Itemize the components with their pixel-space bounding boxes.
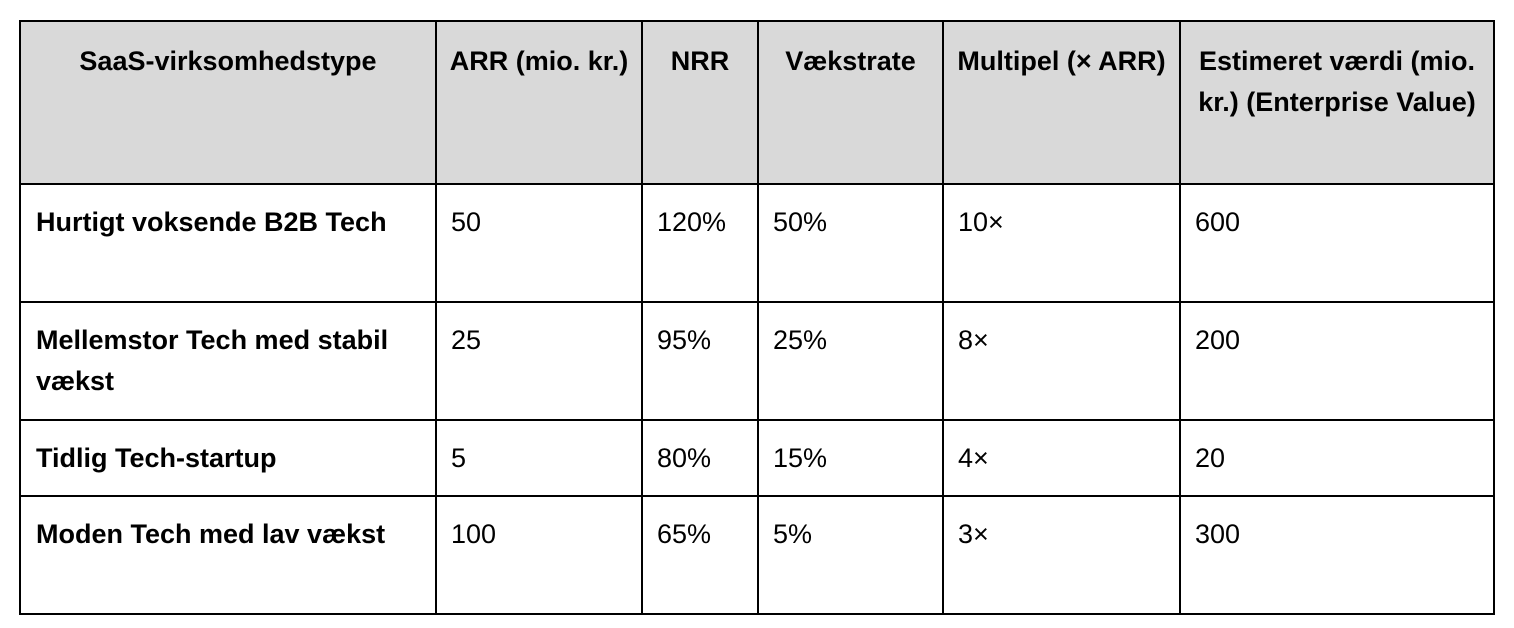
table-row [20,184,1494,302]
header-company-type: SaaS-virksomhedstype [20,21,436,184]
saas-valuation-table [19,20,1495,615]
cell-nrr: 65% [642,496,758,614]
cell-multiple: 3× [943,496,1180,614]
table-row [20,302,1494,420]
cell-company-type: Hurtigt voksende B2B Tech [20,184,436,302]
cell-arr: 5 [436,420,642,496]
cell-estimated-value: 600 [1180,184,1494,302]
cell-estimated-value: 200 [1180,302,1494,420]
cell-estimated-value: 20 [1180,420,1494,496]
cell-growth-rate: 25% [758,302,943,420]
header-multiple: Multipel (× ARR) [943,21,1180,184]
cell-multiple: 4× [943,420,1180,496]
cell-multiple: 10× [943,184,1180,302]
cell-nrr: 80% [642,420,758,496]
cell-arr: 50 [436,184,642,302]
cell-growth-rate: 50% [758,184,943,302]
cell-nrr: 120% [642,184,758,302]
cell-company-type: Mellemstor Tech med stabil vækst [20,302,436,420]
header-arr: ARR (mio. kr.) [436,21,642,184]
cell-arr: 100 [436,496,642,614]
cell-growth-rate: 5% [758,496,943,614]
table-row [20,420,1494,496]
table-row [20,496,1494,614]
header-growth-rate: Vækstrate [758,21,943,184]
cell-estimated-value: 300 [1180,496,1494,614]
header-nrr: NRR [642,21,758,184]
cell-company-type: Tidlig Tech-startup [20,420,436,496]
cell-arr: 25 [436,302,642,420]
header-estimated-value: Estimeret værdi (mio. kr.) (Enterprise Value) [1180,21,1494,184]
cell-growth-rate: 15% [758,420,943,496]
cell-nrr: 95% [642,302,758,420]
cell-multiple: 8× [943,302,1180,420]
cell-company-type: Moden Tech med lav vækst [20,496,436,614]
header-row [20,21,1494,184]
